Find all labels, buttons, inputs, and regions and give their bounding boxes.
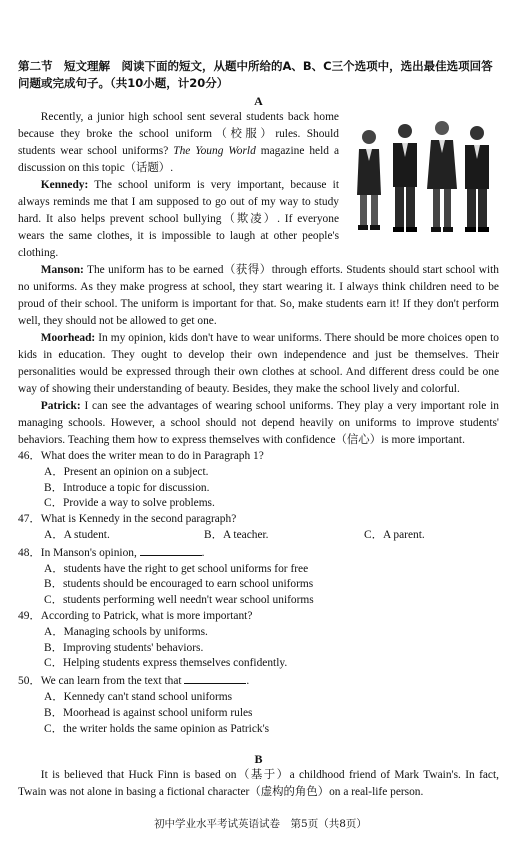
option-46-a[interactable]: A．Present an opinion on a subject. (44, 465, 209, 478)
speaker-kennedy: Kennedy: (40, 179, 89, 191)
option-47-b[interactable]: B．A teacher. (204, 528, 269, 541)
manson-paragraph: Manson: The uniform has to be earned（获得）through efforts. Students should start school with no uniforms. As they make progress at school, they start wearing it. I always think children need to be proud of their school. The uniform is important for that. So, make students earn it! If they don't perform well, they should not be allowed to get one. (18, 264, 499, 327)
speaker-moorhead: Moorhead: (40, 332, 96, 344)
speaker-manson: Manson: (40, 264, 84, 276)
option-47-c[interactable]: C．A parent. (364, 528, 425, 541)
option-50-a[interactable]: A．Kennedy can't stand school uniforms (44, 690, 233, 703)
option-49-c[interactable]: C．Helping students express themselves confidently. (44, 657, 288, 670)
answer-blank (184, 672, 246, 684)
students-uniform-photo (347, 117, 499, 239)
option-50-c[interactable]: C．the writer holds the same opinion as Patrick's (44, 722, 270, 735)
kennedy-paragraph: Kennedy: The school uniform is very important, because it always reminds me that I am supposed to go out of my way to study hard. It also helps prevent school bullying（欺凌）. If everyone wears the same clothes, it is impossible to laugh at other people's clothing. (18, 179, 339, 259)
option-48-b[interactable]: B．students should be encouraged to earn school uniforms (44, 578, 314, 591)
passage-b-intro: It is believed that Huck Finn is based on（基于）a childhood friend of Mark Twain's. In fact, Twain was not alone in basing a fictional character（虚构的角色）on a real-life person. (18, 769, 499, 799)
option-49-b[interactable]: B．Improving students' behaviors. (44, 641, 204, 654)
page-footer: 初中学业水平考试英语试卷 第5页（共8页） (154, 818, 367, 830)
option-48-a[interactable]: A．students have the right to get school uniforms for free (44, 562, 309, 575)
options-47 (44, 528, 499, 544)
option-50-b[interactable]: B．Moorhead is against school uniform rules (44, 706, 253, 719)
question-46: 46．What does the writer mean to do in Paragraph 1? (18, 450, 264, 462)
question-50: 50．We can learn from the text that . (18, 672, 499, 690)
magazine-title: The Young World (173, 145, 256, 157)
passage-a (18, 109, 499, 262)
passage-b-label: B (254, 752, 263, 767)
passage-a-intro: Recently, a junior high school sent several students back home because they broke the school uniform（校服）rules. Should students wear school uniforms? The Young World magazine held a discussion on this topic（话题）. (18, 111, 339, 174)
option-46-c[interactable]: C．Provide a way to solve problems. (44, 497, 215, 510)
patrick-paragraph: Patrick: I can see the advantages of wearing school uniforms. They play a very important role in managing schools. However, a school should not depend heavily on uniforms to improve students' behaviors. Teaching them how to express themselves with confidence（信心）is more important. (18, 400, 499, 446)
speaker-patrick: Patrick: (40, 400, 81, 412)
option-48-c[interactable]: C．students performing well needn't wear school uniforms (44, 594, 314, 607)
option-49-a[interactable]: A．Managing schools by uniforms. (44, 625, 208, 638)
moorhead-paragraph: Moorhead: In my opinion, kids don't have to wear uniforms. There should be more choices open to kids in education. They ought to develop their own independence and just be themselves. Their personalities would be expressed through their own clothes at school. And different dress could be one way of showing their understanding of beauty. Besides, they make the school lively and colorful. (18, 332, 499, 395)
question-48: 48．In Manson's opinion, . (18, 544, 499, 562)
option-47-a[interactable]: A．A student. (44, 528, 110, 541)
section-instructions: 第二节 短文理解 阅读下面的短文，从题中所给的A、B、C三个选项中，选出最佳选项回答问题或完成句子。（共10小题，计20分） (18, 59, 493, 90)
option-46-b[interactable]: B．Introduce a topic for discussion. (44, 481, 210, 494)
question-49: 49．According to Patrick, what is more important? (18, 609, 253, 622)
passage-a-label: A (254, 94, 263, 108)
question-47: 47．What is Kennedy in the second paragraph? (18, 513, 237, 526)
answer-blank (140, 544, 202, 556)
